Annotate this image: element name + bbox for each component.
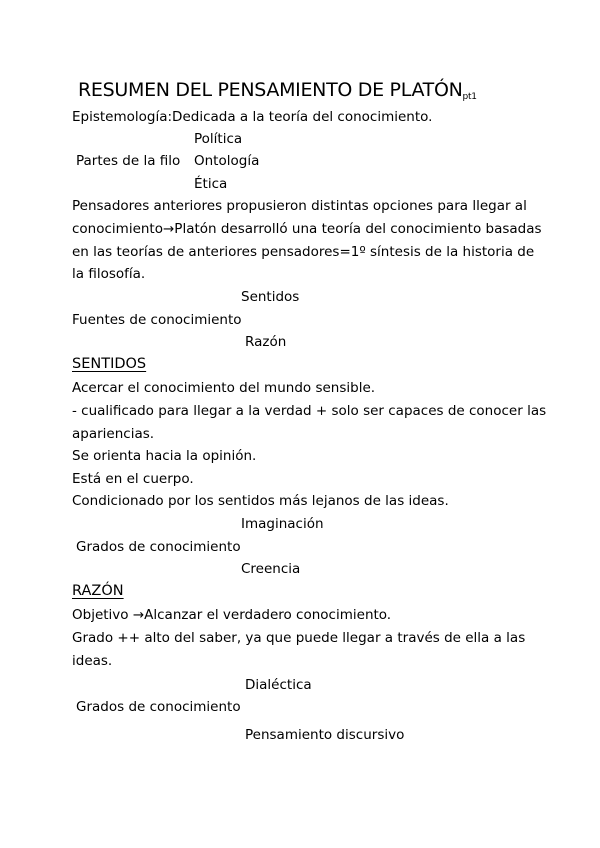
epistemologia-line: Epistemología:Dedicada a la teoría del conocimiento.	[72, 109, 433, 125]
razon-line: Grado ++ alto del saber, ya que puede llegar a través de ella a las	[72, 630, 526, 646]
sentidos-line: Condicionado por los sentidos más lejanos de las ideas.	[72, 493, 449, 509]
title-main: RESUMEN DEL PENSAMIENTO DE PLATÓN	[78, 79, 463, 101]
partes-item-politica: Política	[194, 131, 243, 147]
grados-label: Grados de conocimiento	[76, 539, 241, 555]
sentidos-line: Está en el cuerpo.	[72, 471, 194, 487]
partes-item-etica: Ética	[194, 176, 228, 192]
pensadores-line: la filosofía.	[72, 266, 146, 282]
pensadores-line: en las teorías de anteriores pensadores=1º síntesis de la historia de	[72, 244, 535, 260]
pensadores-line: Pensadores anteriores propusieron distintas opciones para llegar al	[72, 198, 527, 214]
razon-line: Objetivo →Alcanzar el verdadero conocimiento.	[72, 607, 392, 623]
razon-line: ideas.	[72, 653, 113, 669]
sentidos-line: apariencias.	[72, 426, 155, 442]
partes-label: Partes de la filo	[76, 153, 181, 169]
sentidos-heading: SENTIDOS	[72, 356, 147, 372]
fuentes-sentidos: Sentidos	[241, 289, 300, 305]
razon-heading: RAZÓN	[72, 583, 124, 599]
grados-creencia: Creencia	[241, 561, 301, 577]
page-title	[78, 78, 477, 109]
fuentes-razon: Razón	[245, 334, 287, 350]
grados-label: Grados de conocimiento	[76, 699, 241, 715]
fuentes-label: Fuentes de conocimiento	[72, 312, 242, 328]
partes-item-ontologia: Ontología	[194, 153, 260, 169]
title-suffix: pt1	[462, 92, 477, 102]
sentidos-line: Acercar el conocimiento del mundo sensible.	[72, 380, 376, 396]
grados-dialectica: Dialéctica	[245, 677, 312, 693]
pensadores-line: conocimiento→Platón desarrolló una teoría del conocimiento basadas	[72, 221, 542, 237]
grados-pensamiento-discursivo: Pensamiento discursivo	[245, 727, 405, 743]
sentidos-line: - cualificado para llegar a la verdad + solo ser capaces de conocer las	[72, 403, 547, 419]
grados-imaginacion: Imaginación	[241, 516, 324, 532]
sentidos-line: Se orienta hacia la opinión.	[72, 448, 257, 464]
